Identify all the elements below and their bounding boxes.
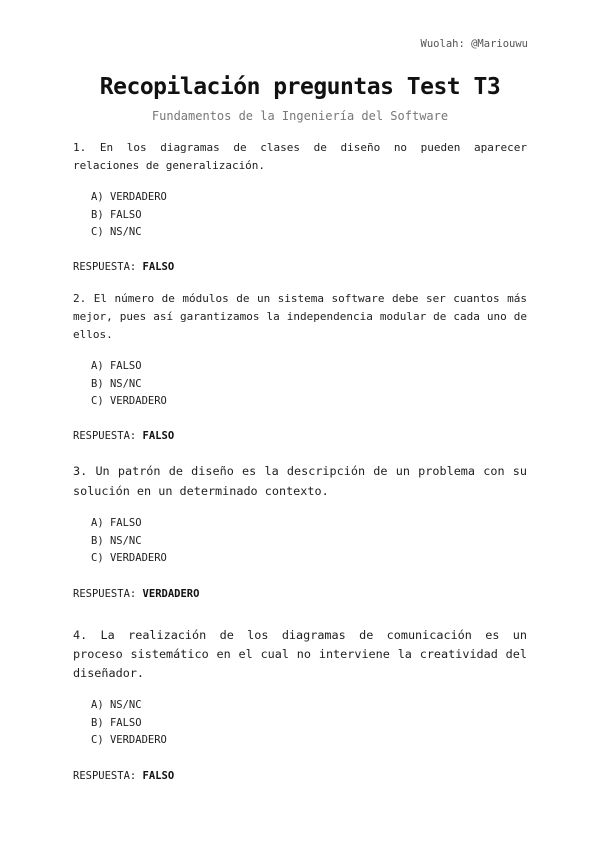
answer-label: RESPUESTA: xyxy=(73,429,137,442)
option-c: C) VERDADERO xyxy=(91,395,167,407)
option-b: B) FALSO xyxy=(91,716,142,729)
option-c: C) VERDADERO xyxy=(91,734,167,746)
option-c: C) NS/NC xyxy=(91,226,142,238)
answer-value: VERDADERO xyxy=(142,587,200,600)
option-a: A) VERDADERO xyxy=(91,191,167,203)
answer-label: RESPUESTA: xyxy=(73,769,137,782)
option-b: B) NS/NC xyxy=(91,377,142,390)
option-a: A) FALSO xyxy=(91,360,142,372)
option-list xyxy=(73,515,527,568)
option-b: B) FALSO xyxy=(91,208,142,221)
answer-value: FALSO xyxy=(142,769,175,782)
question-2 xyxy=(73,290,527,445)
question-1 xyxy=(73,139,527,276)
option-c: C) VERDADERO xyxy=(91,552,167,564)
answer-line xyxy=(73,767,527,785)
answer-line xyxy=(73,258,527,276)
option-a: A) NS/NC xyxy=(91,699,142,711)
answer-line xyxy=(73,427,527,445)
answer-line xyxy=(73,585,527,603)
option-list xyxy=(73,697,527,750)
question-text: 1. En los diagramas de clases de diseño no pueden aparecer relaciones de generalización. xyxy=(73,141,527,172)
answer-value: FALSO xyxy=(142,260,175,273)
page-subtitle: Fundamentos de la Ingeniería del Software xyxy=(151,109,449,123)
question-text: 4. La realización de los diagramas de comunicación es un proceso sistemático en el cual no interviene la creatividad del diseñador. xyxy=(73,628,527,680)
option-a: A) FALSO xyxy=(91,517,142,529)
question-text: 3. Un patrón de diseño es la descripción de un problema con su solución en un determinado contexto. xyxy=(73,464,527,498)
option-list xyxy=(73,358,527,411)
question-text: 2. El número de módulos de un sistema software debe ser cuantos más mejor, pues así garantizamos la independencia modular de cada uno de ellos. xyxy=(73,292,527,341)
author-credit: Wuolah: @Mariouwu xyxy=(420,38,528,50)
question-4 xyxy=(73,626,527,785)
answer-label: RESPUESTA: xyxy=(73,587,137,600)
page-title: Recopilación preguntas Test T3 xyxy=(99,74,501,100)
option-b: B) NS/NC xyxy=(91,534,142,547)
option-list xyxy=(73,189,527,242)
answer-value: FALSO xyxy=(142,429,175,442)
answer-label: RESPUESTA: xyxy=(73,260,137,273)
question-3 xyxy=(73,461,527,603)
